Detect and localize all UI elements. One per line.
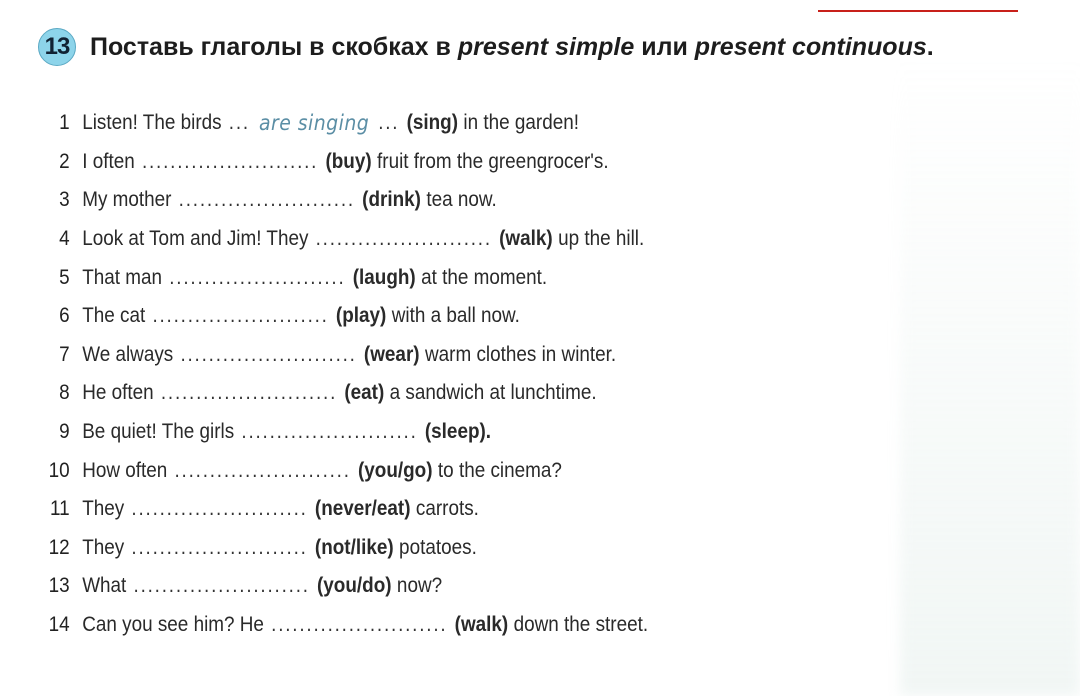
item-text-before: He often: [82, 381, 154, 405]
item-number: 7: [59, 342, 70, 366]
title-term-present-continuous: present continuous: [694, 32, 927, 61]
verb-prompt: (not/like): [314, 535, 394, 559]
exercise-item: [30, 336, 948, 375]
item-text-after: in the garden!: [463, 111, 579, 135]
exercise-item: [30, 181, 948, 220]
verb-prompt: (never/eat): [314, 497, 411, 521]
exercise-item: [30, 220, 948, 259]
answer-blank-dots: .........................: [180, 342, 357, 366]
item-text-after: warm clothes in winter.: [425, 342, 617, 366]
item-number: 8: [59, 381, 70, 405]
item-number: 1: [59, 111, 70, 135]
answer-blank-dots: .........................: [131, 535, 308, 559]
answer-blank-dots: ...: [228, 111, 250, 135]
item-text-before: My mother: [82, 188, 172, 212]
exercise-item: [30, 529, 948, 568]
verb-prompt: (you/go): [357, 458, 433, 482]
answer-blank-dots: .........................: [178, 188, 355, 212]
item-text-before: How often: [82, 458, 168, 482]
item-number: 12: [48, 535, 70, 559]
item-text-before: I often: [82, 149, 135, 173]
exercise-item: [30, 413, 948, 452]
item-text-after: now?: [396, 574, 443, 598]
item-number: 2: [59, 149, 70, 173]
exercise-number: 13: [44, 33, 70, 60]
exercise-item: [30, 258, 948, 297]
answer-blank-dots: .........................: [271, 613, 448, 637]
exercise-item: [30, 490, 948, 529]
verb-prompt: (walk): [499, 227, 553, 251]
item-text-after: with a ball now.: [391, 304, 520, 328]
title-mid: или: [634, 32, 695, 61]
item-number: 11: [49, 497, 70, 521]
answer-blank-dots: .........................: [141, 149, 319, 173]
verb-prompt: (drink): [362, 188, 421, 212]
answer-blank-dots: .........................: [241, 420, 418, 444]
verb-prompt: (sing): [406, 111, 459, 135]
exercise-header: [38, 28, 934, 66]
exercise-items-list: [30, 104, 1050, 644]
item-text-before: Be quiet! The girls: [82, 420, 235, 444]
answer-blank-dots: .........................: [133, 574, 310, 598]
verb-prompt: (play): [335, 304, 387, 328]
item-number: 4: [59, 227, 70, 251]
item-text-before: Look at Tom and Jim! They: [82, 227, 309, 251]
exercise-item: [30, 451, 948, 490]
item-text-after: at the moment.: [421, 265, 548, 289]
item-number: 3: [59, 188, 70, 212]
verb-prompt: (wear): [363, 342, 420, 366]
exercise-item: [30, 374, 948, 413]
answer-blank-dots: .........................: [160, 381, 338, 405]
item-number: 10: [48, 458, 70, 482]
item-text-after: fruit from the greengrocer's.: [377, 149, 609, 173]
answer-blank-dots: .........................: [169, 265, 346, 289]
item-number: 6: [59, 304, 70, 328]
item-number: 13: [48, 574, 70, 598]
exercise-item: [30, 143, 948, 182]
answer-blank-dots: .........................: [152, 304, 329, 328]
item-text-after: a sandwich at lunchtime.: [389, 381, 597, 405]
item-text-before: They: [82, 535, 125, 559]
item-text-after: carrots.: [415, 497, 479, 521]
verb-prompt: (eat): [344, 381, 385, 405]
item-text-after: potatoes.: [399, 535, 477, 559]
verb-prompt: (buy): [325, 149, 372, 173]
item-text-before: The cat: [82, 304, 146, 328]
exercise-number-badge: [38, 28, 76, 66]
item-text-after: down the street.: [513, 613, 649, 637]
verb-prompt: (walk): [454, 613, 509, 637]
item-number: 5: [59, 265, 70, 289]
exercise-item: [30, 567, 948, 606]
exercise-item: [30, 606, 948, 645]
title-term-present-simple: present simple: [457, 32, 635, 61]
item-text-after: to the cinema?: [437, 458, 562, 482]
item-text-before: What: [82, 574, 127, 598]
answer-blank-dots: .........................: [174, 458, 351, 482]
item-number: 9: [59, 420, 70, 444]
verb-prompt: (laugh): [352, 265, 416, 289]
top-decorative-rule: [818, 0, 1018, 12]
item-text-before: They: [82, 497, 125, 521]
exercise-item: [30, 297, 948, 336]
item-text-after: up the hill.: [558, 227, 645, 251]
item-text-before: Can you see him? He: [82, 613, 264, 637]
verb-prompt: (you/do): [317, 574, 392, 598]
item-text-before: Listen! The birds: [82, 111, 222, 135]
title-suffix: .: [926, 32, 934, 61]
verb-prompt: (sleep).: [424, 420, 492, 444]
answer-blank-dots: .........................: [131, 497, 308, 521]
exercise-item: [30, 104, 948, 143]
answer-blank-dots-trailing: ...: [378, 111, 400, 135]
handwritten-answer: are singing: [258, 111, 370, 136]
item-text-after: tea now.: [426, 188, 497, 212]
item-number: 14: [48, 613, 70, 637]
answer-blank-dots: .........................: [315, 227, 492, 251]
exercise-instruction: [90, 33, 934, 62]
title-prefix: Поставь глаголы в скобках в: [90, 32, 458, 61]
item-text-before: That man: [82, 265, 163, 289]
item-text-before: We always: [82, 342, 174, 366]
